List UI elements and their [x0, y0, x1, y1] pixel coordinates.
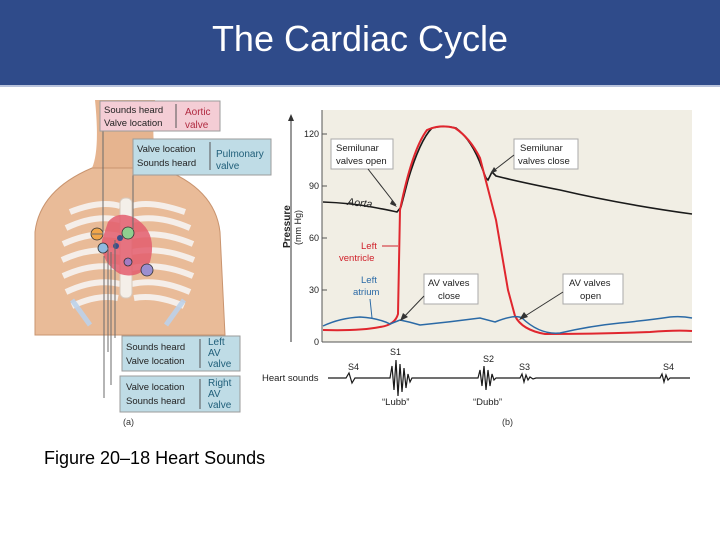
heart-sounds-trace — [262, 347, 690, 408]
svg-text:Semilunar: Semilunar — [520, 143, 563, 154]
svg-text:AV valves: AV valves — [569, 278, 611, 289]
svg-text:Left: Left — [361, 275, 377, 286]
right-av-label-line3: valve — [208, 400, 232, 411]
right-av-label-line1: Right — [208, 378, 232, 389]
slide-title: The Cardiac Cycle — [211, 18, 509, 59]
annotation-aorta: Aorta — [346, 196, 373, 211]
callout-pulmonary-valve — [133, 139, 271, 175]
pulmonary-label-line2: valve — [216, 161, 240, 172]
right-av-label-line2: AV — [208, 389, 221, 400]
y-tick-60: 60 — [308, 233, 319, 243]
figure-caption: Figure 20–18 Heart Sounds — [44, 448, 266, 468]
y-axis-label-line1: Pressure — [282, 205, 293, 248]
pulmonary-sounds-heard: Sounds heard — [137, 158, 197, 169]
sound-s4-first: S4 — [348, 362, 360, 372]
sound-s1: S1 — [390, 347, 402, 357]
svg-text:close: close — [438, 291, 461, 302]
left-av-label-line2: AV — [208, 348, 221, 359]
pulmonary-label-line1: Pulmonary — [216, 149, 264, 160]
aortic-label-line2: valve — [185, 120, 209, 131]
svg-text:ventricle: ventricle — [339, 253, 375, 264]
right-av-valve-location: Valve location — [126, 382, 185, 393]
svg-text:valves open: valves open — [336, 156, 387, 167]
aortic-valve-location: Valve location — [104, 118, 163, 129]
svg-text:AV valves: AV valves — [428, 278, 470, 289]
svg-text:Left: Left — [361, 241, 377, 252]
left-av-valve-location: Valve location — [126, 356, 185, 367]
aortic-sounds-heard: Sounds heard — [104, 105, 164, 116]
sound-s2: S2 — [483, 354, 495, 364]
y-axis-label-line2: (mm Hg) — [293, 210, 303, 245]
y-tick-90: 90 — [308, 181, 319, 191]
svg-text:open: open — [580, 291, 602, 302]
torso-illustration — [35, 100, 225, 335]
svg-text:Semilunar: Semilunar — [336, 143, 379, 154]
heart-sounds-label: Heart sounds — [262, 373, 319, 384]
svg-text:atrium: atrium — [353, 287, 380, 298]
svg-text:valves close: valves close — [518, 156, 570, 167]
panel-a-label: (a) — [123, 417, 134, 427]
panel-b-label: (b) — [502, 417, 513, 427]
sound-dubb: “Dubb” — [473, 397, 503, 408]
pulmonary-valve-location: Valve location — [137, 144, 196, 155]
callout-right-av-valve — [120, 376, 240, 412]
callout-left-av-valve — [122, 336, 240, 371]
sound-s4-last: S4 — [663, 362, 675, 372]
y-tick-30: 30 — [308, 285, 319, 295]
sound-lubb: “Lubb” — [382, 397, 410, 408]
aortic-label-line1: Aortic — [185, 107, 211, 118]
right-av-sounds-heard: Sounds heard — [126, 396, 186, 407]
left-av-label-line3: valve — [208, 359, 232, 370]
y-tick-0: 0 — [313, 337, 319, 347]
y-tick-120: 120 — [303, 129, 319, 139]
callout-aortic-valve — [100, 101, 220, 131]
sound-s3: S3 — [519, 362, 531, 372]
left-av-label-line1: Left — [208, 337, 225, 348]
left-av-sounds-heard: Sounds heard — [126, 342, 186, 353]
